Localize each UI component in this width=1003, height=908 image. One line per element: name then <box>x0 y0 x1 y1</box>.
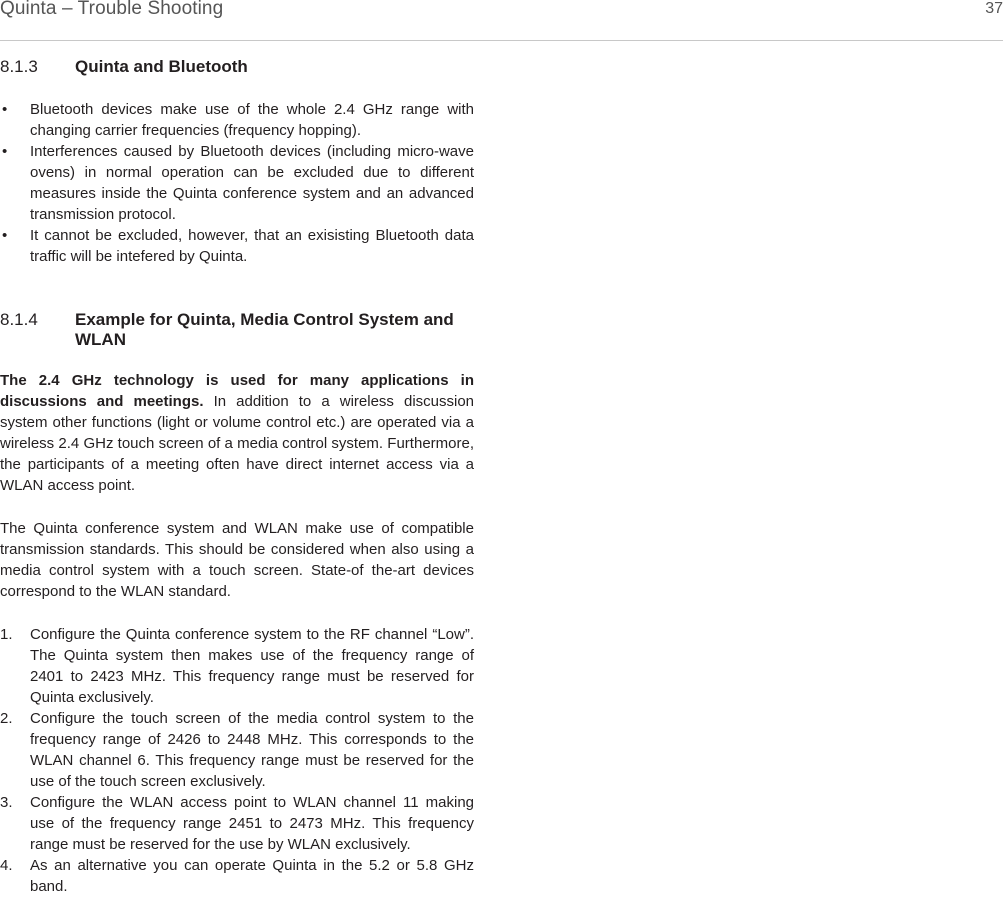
section-heading-8-1-4 <box>0 310 474 350</box>
section-number: 8.1.3 <box>0 57 38 76</box>
list-item: • It cannot be excluded, however, that an exisisting Bluetooth data traffic will be intefered by Quinta. <box>0 225 474 267</box>
section-title: Quinta and Bluetooth <box>75 57 248 76</box>
step-number: 4. <box>0 857 13 874</box>
step-text: Configure the touch screen of the media control system to the frequency range of 2426 to 2448 MHz. This corresponds to the WLAN channel 6. This frequency range must be reserved for the use of the touch screen exclusively. <box>30 710 474 790</box>
running-title: Quinta – Trouble Shooting <box>0 0 224 19</box>
step-number: 1. <box>0 626 13 643</box>
list-item <box>0 792 474 855</box>
page-number: 37 <box>985 0 1003 17</box>
section-title: Example for Quinta, Media Control System and WLAN <box>75 310 454 349</box>
list-item: • Bluetooth devices make use of the whole 2.4 GHz range with changing carrier frequencies (frequency hopping). <box>0 99 474 141</box>
list-item: • Interferences caused by Bluetooth devices (including micro-wave ovens) in normal operation can be excluded due to different measures inside the Quinta conference system and an advanced transmission protocol. <box>0 141 474 225</box>
section-number: 8.1.4 <box>0 310 38 329</box>
compatibility-paragraph: The Quinta conference system and WLAN make use of compatible transmission standards. This should be considered when also using a media control system with a touch screen. State-of the-art devices correspond to the WLAN standard. <box>0 520 474 600</box>
list-item <box>0 855 474 897</box>
section-heading-8-1-3 <box>0 57 474 77</box>
step-number: 3. <box>0 794 13 811</box>
step-number: 2. <box>0 710 13 727</box>
configuration-steps-list <box>0 624 474 897</box>
intro-text: In addition to a wireless discussion system other functions (light or volume control etc.) are operated via a wireless 2.4 GHz touch screen of a media control system. Furthermore, the participants of a meeting often have direct internet access via a WLAN access point. <box>0 393 475 494</box>
page-content <box>0 57 474 897</box>
list-item <box>0 624 474 708</box>
page-header <box>0 0 1003 41</box>
bluetooth-bullet-list <box>0 99 474 267</box>
step-text: As an alternative you can operate Quinta in the 5.2 or 5.8 GHz band. <box>30 857 474 895</box>
step-text: Configure the Quinta conference system to the RF channel “Low”. The Quinta system then makes use of the frequency range of 2401 to 2423 MHz. This frequency range must be reserved for Quinta exclusively. <box>30 626 474 706</box>
intro-paragraph <box>0 370 474 496</box>
intro-bold-text: The 2.4 GHz technology is used for many applications in discussions and meetings. <box>0 372 474 410</box>
step-text: Configure the WLAN access point to WLAN channel 11 making use of the frequency range 2451 to 2473 MHz. This frequency range must be reserved for the use by WLAN exclusively. <box>30 794 474 853</box>
list-item <box>0 708 474 792</box>
